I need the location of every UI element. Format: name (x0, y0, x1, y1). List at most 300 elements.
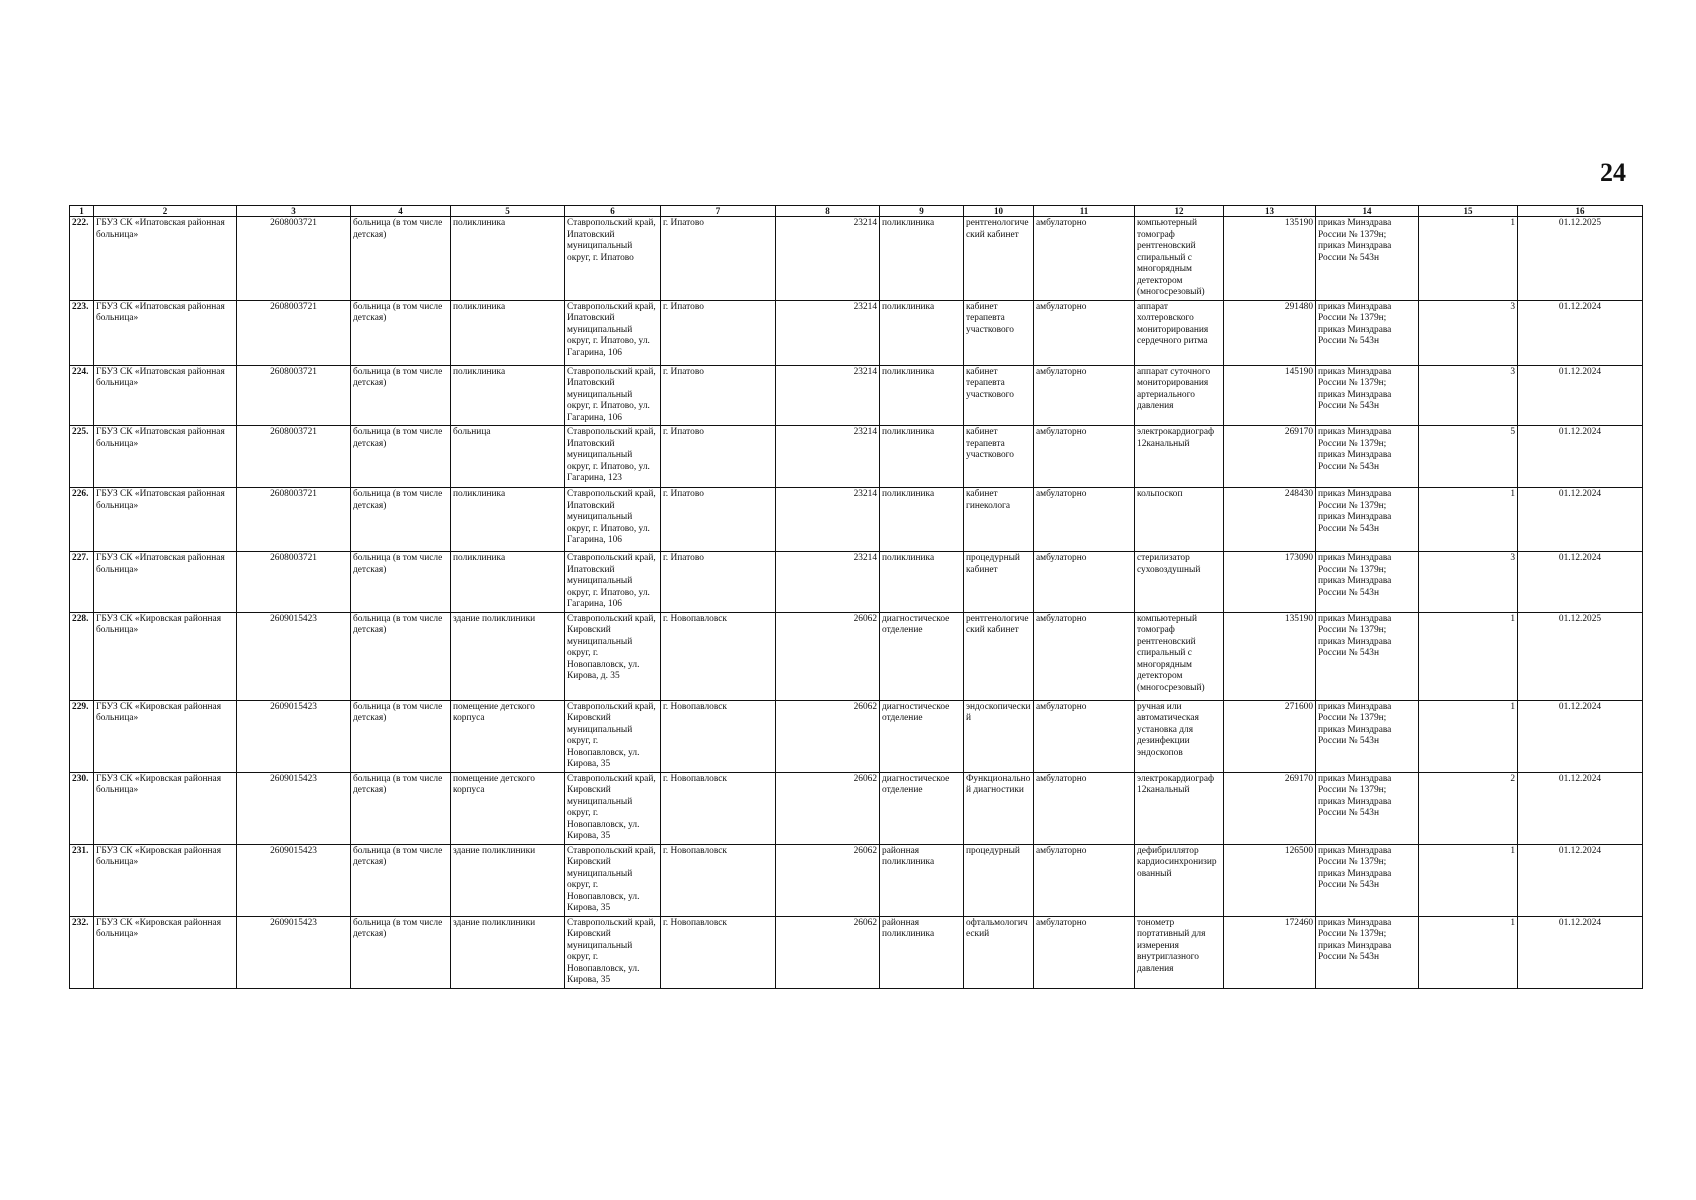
legal-basis: приказ Минздрава России № 1379н; приказ Минздрава России № 543н (1318, 366, 1392, 411)
building-name: здание поликлиники (453, 613, 536, 624)
equipment-price: 271600 (1284, 701, 1313, 712)
address: Ставропольский край, Кировский муниципальный округ, г. Новопавловск, ул. Кирова, 35 (567, 845, 656, 913)
row-number-cell (70, 300, 94, 365)
delivery-date: 01.12.2024 (1558, 917, 1602, 928)
registry-table-container (69, 205, 1642, 989)
organization-name: ГБУЗ СК «Ипатовская районная больница» (96, 218, 225, 240)
settlement-cell (661, 552, 776, 613)
address: Ставропольский край, Кировский муниципальный округ, г. Новопавловск, ул. Кирова, д. 35 (567, 613, 656, 681)
legal-basis: приказ Минздрава России № 1379н; приказ Минздрава России № 543н (1318, 301, 1392, 346)
legal-basis-cell (1316, 552, 1419, 613)
equipment-price-cell (1224, 700, 1316, 772)
cabinet-name-cell (964, 772, 1034, 844)
address-cell (565, 488, 661, 552)
division-name: диагностическое отделение (882, 613, 950, 635)
cabinet-name: кабинет терапевта участкового (966, 301, 1014, 335)
equipment-price-cell (1224, 300, 1316, 365)
division-name-cell (880, 365, 964, 426)
inn-code: 2608003721 (270, 366, 317, 377)
equipment-name-cell (1135, 916, 1224, 988)
delivery-date: 01.12.2024 (1558, 366, 1602, 377)
equipment-price-cell (1224, 426, 1316, 488)
settlement-code-cell (776, 552, 880, 613)
cabinet-name-cell (964, 552, 1034, 613)
care-mode-cell (1034, 772, 1135, 844)
equipment-name-cell (1135, 365, 1224, 426)
equipment-price-cell (1224, 365, 1316, 426)
settlement-cell (661, 365, 776, 426)
legal-basis: приказ Минздрава России № 1379н; приказ Минздрава России № 543н (1318, 845, 1392, 890)
inn-code-cell (237, 426, 351, 488)
equipment-name-cell (1135, 844, 1224, 916)
building-name-cell (451, 426, 565, 488)
row-number: 223. (72, 301, 89, 312)
settlement-cell (661, 844, 776, 916)
address-cell (565, 700, 661, 772)
legal-basis: приказ Минздрава России № 1379н; приказ Минздрава России № 543н (1318, 701, 1392, 746)
settlement-code-cell (776, 772, 880, 844)
legal-basis-cell (1316, 772, 1419, 844)
care-mode: амбулаторно (1036, 366, 1087, 377)
settlement-code: 26062 (853, 613, 877, 624)
legal-basis-cell (1316, 488, 1419, 552)
delivery-date: 01.12.2024 (1558, 773, 1602, 784)
building-name-cell (451, 217, 565, 301)
organization-name-cell (94, 426, 237, 488)
cabinet-name: процедурный (966, 845, 1020, 856)
row-number-cell (70, 612, 94, 700)
cabinet-name: Функциональной диагностики (966, 773, 1031, 795)
building-name-cell (451, 700, 565, 772)
organization-name-cell (94, 916, 237, 988)
equipment-name-cell (1135, 772, 1224, 844)
row-number: 225. (72, 427, 89, 437)
quantity-cell (1419, 612, 1518, 700)
delivery-date-cell (1518, 552, 1643, 613)
legal-basis: приказ Минздрава России № 1379н; приказ Минздрава России № 543н (1318, 218, 1392, 263)
delivery-date-cell (1518, 488, 1643, 552)
cabinet-name-cell (964, 300, 1034, 365)
care-mode: амбулаторно (1036, 218, 1087, 228)
equipment-name: дефибриллятор кардиосинхронизированный (1137, 845, 1217, 879)
cabinet-name: кабинет гинеколога (966, 489, 1011, 511)
organization-name: ГБУЗ СК «Кировская районная больница» (96, 917, 222, 939)
legal-basis-cell (1316, 700, 1419, 772)
building-name-cell (451, 488, 565, 552)
settlement-cell (661, 217, 776, 301)
delivery-date-cell (1518, 300, 1643, 365)
settlement-cell (661, 488, 776, 552)
column-header-11: 11 (1034, 206, 1135, 217)
division-name-cell (880, 916, 964, 988)
address-cell (565, 365, 661, 426)
organization-name-cell (94, 217, 237, 301)
settlement-code: 23214 (853, 427, 877, 437)
table-row (70, 217, 1643, 301)
inn-code-cell (237, 612, 351, 700)
settlement-code: 26062 (853, 701, 877, 712)
organization-name: ГБУЗ СК «Ипатовская районная больница» (96, 301, 225, 323)
organization-name-cell (94, 365, 237, 426)
division-name: поликлиника (882, 366, 935, 377)
cabinet-name-cell (964, 426, 1034, 488)
care-mode-cell (1034, 552, 1135, 613)
quantity-cell (1419, 552, 1518, 613)
facility-type: больница (в том числе детская) (353, 613, 443, 635)
equipment-name-cell (1135, 612, 1224, 700)
organization-name-cell (94, 844, 237, 916)
delivery-date-cell (1518, 916, 1643, 988)
quantity: 1 (1510, 489, 1515, 499)
column-header-3: 3 (237, 206, 351, 217)
table-row (70, 552, 1643, 613)
organization-name-cell (94, 612, 237, 700)
address: Ставропольский край, Ипатовский муниципальный округ, г. Ипатово, ул. Гагарина, 123 (567, 427, 656, 483)
equipment-name: аппарат холтеровского мониторирования сердечного ритма (1137, 301, 1209, 346)
organization-name: ГБУЗ СК «Кировская районная больница» (96, 773, 222, 795)
quantity: 5 (1510, 427, 1515, 437)
quantity: 1 (1510, 701, 1515, 712)
legal-basis: приказ Минздрава России № 1379н; приказ Минздрава России № 543н (1318, 553, 1392, 598)
cabinet-name-cell (964, 700, 1034, 772)
care-mode: амбулаторно (1036, 917, 1087, 928)
delivery-date: 01.12.2024 (1558, 427, 1602, 437)
table-row (70, 300, 1643, 365)
row-number: 229. (72, 701, 89, 712)
column-header-1: 1 (70, 206, 94, 217)
facility-type-cell (351, 365, 451, 426)
equipment-name: компьютерный томограф рентгеновский спиральный с многорядным детектором (многосрезовый) (1137, 613, 1205, 693)
page-number: 24 (1600, 158, 1626, 187)
cabinet-name-cell (964, 488, 1034, 552)
row-number: 228. (72, 613, 89, 624)
equipment-price: 135190 (1284, 218, 1313, 228)
cabinet-name: офтальмологический (966, 917, 1028, 939)
cabinet-name-cell (964, 365, 1034, 426)
facility-type-cell (351, 916, 451, 988)
delivery-date: 01.12.2024 (1558, 845, 1602, 856)
equipment-name: электрокардиограф 12канальный (1137, 427, 1215, 449)
address: Ставропольский край, Ипатовский муниципальный округ, г. Ипатово, ул. Гагарина, 106 (567, 553, 656, 609)
quantity-cell (1419, 365, 1518, 426)
equipment-price: 126500 (1284, 845, 1313, 856)
building-name: поликлиника (453, 218, 506, 228)
settlement-code-cell (776, 365, 880, 426)
building-name-cell (451, 916, 565, 988)
delivery-date: 01.12.2024 (1558, 701, 1602, 712)
settlement-cell (661, 300, 776, 365)
division-name-cell (880, 772, 964, 844)
address: Ставропольский край, Ипатовский муниципальный округ, г. Ипатово, ул. Гагарина, 106 (567, 366, 656, 423)
address-cell (565, 612, 661, 700)
cabinet-name-cell (964, 612, 1034, 700)
legal-basis: приказ Минздрава России № 1379н; приказ Минздрава России № 543н (1318, 427, 1392, 472)
table-row (70, 700, 1643, 772)
settlement-code-cell (776, 426, 880, 488)
building-name: здание поликлиники (453, 917, 536, 928)
equipment-price: 173090 (1284, 553, 1313, 563)
delivery-date: 01.12.2025 (1558, 218, 1602, 228)
table-row (70, 612, 1643, 700)
equipment-price: 269170 (1284, 427, 1313, 437)
quantity: 1 (1510, 613, 1515, 624)
row-number: 222. (72, 218, 89, 228)
division-name: поликлиника (882, 218, 935, 228)
care-mode-cell (1034, 217, 1135, 301)
legal-basis-cell (1316, 300, 1419, 365)
equipment-name: тонометр портативный для измерения внутриглазного давления (1137, 917, 1206, 974)
care-mode: амбулаторно (1036, 845, 1087, 856)
settlement-cell (661, 772, 776, 844)
table-row (70, 426, 1643, 488)
settlement-code: 23214 (853, 301, 877, 312)
row-number-cell (70, 365, 94, 426)
building-name: помещение детского корпуса (453, 773, 535, 795)
building-name: поликлиника (453, 366, 506, 377)
quantity: 1 (1510, 218, 1515, 228)
inn-code: 2609015423 (270, 701, 317, 712)
address-cell (565, 772, 661, 844)
settlement-code-cell (776, 612, 880, 700)
quantity-cell (1419, 772, 1518, 844)
cabinet-name: рентгенологический кабинет (966, 613, 1029, 635)
cabinet-name-cell (964, 844, 1034, 916)
row-number-cell (70, 772, 94, 844)
cabinet-name-cell (964, 916, 1034, 988)
settlement: г. Ипатово (663, 366, 704, 377)
equipment-name-cell (1135, 426, 1224, 488)
settlement-code-cell (776, 300, 880, 365)
registry-table (69, 205, 1643, 989)
quantity-cell (1419, 916, 1518, 988)
quantity: 1 (1510, 845, 1515, 856)
equipment-price-cell (1224, 552, 1316, 613)
division-name: диагностическое отделение (882, 773, 950, 795)
legal-basis-cell (1316, 612, 1419, 700)
row-number-cell (70, 916, 94, 988)
address-cell (565, 426, 661, 488)
legal-basis: приказ Минздрава России № 1379н; приказ Минздрава России № 543н (1318, 773, 1392, 818)
organization-name-cell (94, 772, 237, 844)
division-name-cell (880, 700, 964, 772)
facility-type-cell (351, 426, 451, 488)
column-header-14: 14 (1316, 206, 1419, 217)
settlement-cell (661, 916, 776, 988)
care-mode-cell (1034, 365, 1135, 426)
column-header-12: 12 (1135, 206, 1224, 217)
care-mode: амбулаторно (1036, 773, 1087, 784)
care-mode: амбулаторно (1036, 553, 1087, 563)
equipment-price-cell (1224, 916, 1316, 988)
quantity-cell (1419, 844, 1518, 916)
legal-basis-cell (1316, 916, 1419, 988)
settlement: г. Ипатово (663, 301, 704, 312)
equipment-name: электрокардиограф 12канальный (1137, 773, 1215, 795)
inn-code-cell (237, 552, 351, 613)
facility-type-cell (351, 844, 451, 916)
care-mode: амбулаторно (1036, 489, 1087, 499)
legal-basis-cell (1316, 365, 1419, 426)
column-number-header-row (70, 206, 1643, 217)
quantity-cell (1419, 217, 1518, 301)
table-row (70, 916, 1643, 988)
inn-code-cell (237, 916, 351, 988)
settlement-code-cell (776, 916, 880, 988)
row-number: 232. (72, 917, 89, 928)
row-number-cell (70, 844, 94, 916)
quantity: 3 (1510, 301, 1515, 312)
row-number-cell (70, 552, 94, 613)
inn-code: 2609015423 (270, 773, 317, 784)
inn-code: 2609015423 (270, 613, 317, 624)
row-number: 227. (72, 553, 89, 563)
settlement: г. Ипатово (663, 218, 704, 228)
cabinet-name: кабинет терапевта участкового (966, 427, 1014, 460)
facility-type: больница (в том числе детская) (353, 845, 443, 867)
equipment-name-cell (1135, 488, 1224, 552)
building-name-cell (451, 612, 565, 700)
building-name-cell (451, 772, 565, 844)
quantity: 3 (1510, 553, 1515, 563)
facility-type: больница (в том числе детская) (353, 489, 443, 511)
building-name-cell (451, 552, 565, 613)
facility-type-cell (351, 300, 451, 365)
equipment-price-cell (1224, 217, 1316, 301)
legal-basis-cell (1316, 426, 1419, 488)
building-name: здание поликлиники (453, 845, 536, 856)
equipment-price: 135190 (1284, 613, 1313, 624)
address-cell (565, 217, 661, 301)
inn-code-cell (237, 365, 351, 426)
building-name: поликлиника (453, 553, 506, 563)
quantity: 2 (1510, 773, 1515, 784)
facility-type: больница (в том числе детская) (353, 366, 443, 388)
cabinet-name-cell (964, 217, 1034, 301)
column-header-2: 2 (94, 206, 237, 217)
delivery-date-cell (1518, 612, 1643, 700)
delivery-date-cell (1518, 426, 1643, 488)
legal-basis-cell (1316, 844, 1419, 916)
column-header-16: 16 (1518, 206, 1643, 217)
settlement: г. Новопавловск (663, 701, 727, 712)
division-name: районная поликлиника (882, 845, 935, 867)
column-header-5: 5 (451, 206, 565, 217)
inn-code: 2608003721 (270, 301, 317, 312)
address: Ставропольский край, Ипатовский муниципальный округ, г. Ипатово, ул. Гагарина, 106 (567, 301, 656, 358)
care-mode-cell (1034, 700, 1135, 772)
settlement-code-cell (776, 217, 880, 301)
facility-type-cell (351, 612, 451, 700)
organization-name: ГБУЗ СК «Кировская районная больница» (96, 613, 222, 635)
settlement: г. Ипатово (663, 489, 704, 499)
settlement: г. Новопавловск (663, 845, 727, 856)
delivery-date-cell (1518, 217, 1643, 301)
settlement-code-cell (776, 844, 880, 916)
delivery-date: 01.12.2024 (1558, 301, 1602, 312)
settlement: г. Новопавловск (663, 917, 727, 928)
equipment-name: стерилизатор суховоздушный (1137, 553, 1201, 575)
settlement-code-cell (776, 700, 880, 772)
address-cell (565, 916, 661, 988)
settlement: г. Ипатово (663, 427, 704, 437)
delivery-date: 01.12.2024 (1558, 553, 1602, 563)
column-header-9: 9 (880, 206, 964, 217)
column-header-7: 7 (661, 206, 776, 217)
row-number: 230. (72, 773, 89, 784)
table-row (70, 488, 1643, 552)
division-name: поликлиника (882, 553, 935, 563)
column-header-10: 10 (964, 206, 1034, 217)
care-mode-cell (1034, 426, 1135, 488)
inn-code: 2608003721 (270, 427, 317, 437)
division-name: диагностическое отделение (882, 701, 950, 723)
facility-type: больница (в том числе детская) (353, 553, 443, 575)
facility-type: больница (в том числе детская) (353, 701, 443, 723)
table-row (70, 772, 1643, 844)
facility-type: больница (в том числе детская) (353, 773, 443, 795)
address: Ставропольский край, Ипатовский муниципальный округ, г. Ипатово, ул. Гагарина, 106 (567, 489, 656, 545)
inn-code: 2609015423 (270, 917, 317, 928)
care-mode: амбулаторно (1036, 701, 1087, 712)
division-name-cell (880, 488, 964, 552)
row-number: 224. (72, 366, 89, 377)
division-name-cell (880, 612, 964, 700)
row-number-cell (70, 488, 94, 552)
division-name-cell (880, 300, 964, 365)
division-name-cell (880, 217, 964, 301)
settlement-code: 26062 (853, 845, 877, 856)
quantity-cell (1419, 700, 1518, 772)
address: Ставропольский край, Кировский муниципальный округ, г. Новопавловск, ул. Кирова, 35 (567, 773, 656, 841)
inn-code-cell (237, 700, 351, 772)
row-number: 226. (72, 489, 89, 499)
division-name: поликлиника (882, 489, 935, 499)
division-name: поликлиника (882, 301, 935, 312)
legal-basis-cell (1316, 217, 1419, 301)
organization-name: ГБУЗ СК «Ипатовская районная больница» (96, 366, 225, 388)
equipment-price: 172460 (1284, 917, 1313, 928)
settlement: г. Новопавловск (663, 773, 727, 784)
facility-type-cell (351, 700, 451, 772)
equipment-price-cell (1224, 844, 1316, 916)
address-cell (565, 844, 661, 916)
organization-name-cell (94, 552, 237, 613)
facility-type: больница (в том числе детская) (353, 427, 443, 449)
cabinet-name: кабинет терапевта участкового (966, 366, 1014, 400)
row-number-cell (70, 700, 94, 772)
address: Ставропольский край, Кировский муниципальный округ, г. Новопавловск, ул. Кирова, 35 (567, 917, 656, 985)
equipment-price-cell (1224, 612, 1316, 700)
settlement-code: 23214 (853, 553, 877, 563)
care-mode: амбулаторно (1036, 613, 1087, 624)
organization-name: ГБУЗ СК «Ипатовская районная больница» (96, 489, 225, 511)
building-name: помещение детского корпуса (453, 701, 535, 723)
equipment-name-cell (1135, 300, 1224, 365)
building-name-cell (451, 844, 565, 916)
column-header-4: 4 (351, 206, 451, 217)
organization-name-cell (94, 700, 237, 772)
cabinet-name: процедурный кабинет (966, 553, 1020, 575)
settlement-code: 23214 (853, 366, 877, 377)
equipment-name: ручная или автоматическая установка для дезинфекции эндоскопов (1137, 701, 1199, 758)
cabinet-name: рентгенологический кабинет (966, 218, 1029, 240)
building-name-cell (451, 300, 565, 365)
quantity-cell (1419, 488, 1518, 552)
cabinet-name: эндоскопический (966, 701, 1031, 723)
column-header-6: 6 (565, 206, 661, 217)
equipment-name-cell (1135, 217, 1224, 301)
organization-name-cell (94, 488, 237, 552)
